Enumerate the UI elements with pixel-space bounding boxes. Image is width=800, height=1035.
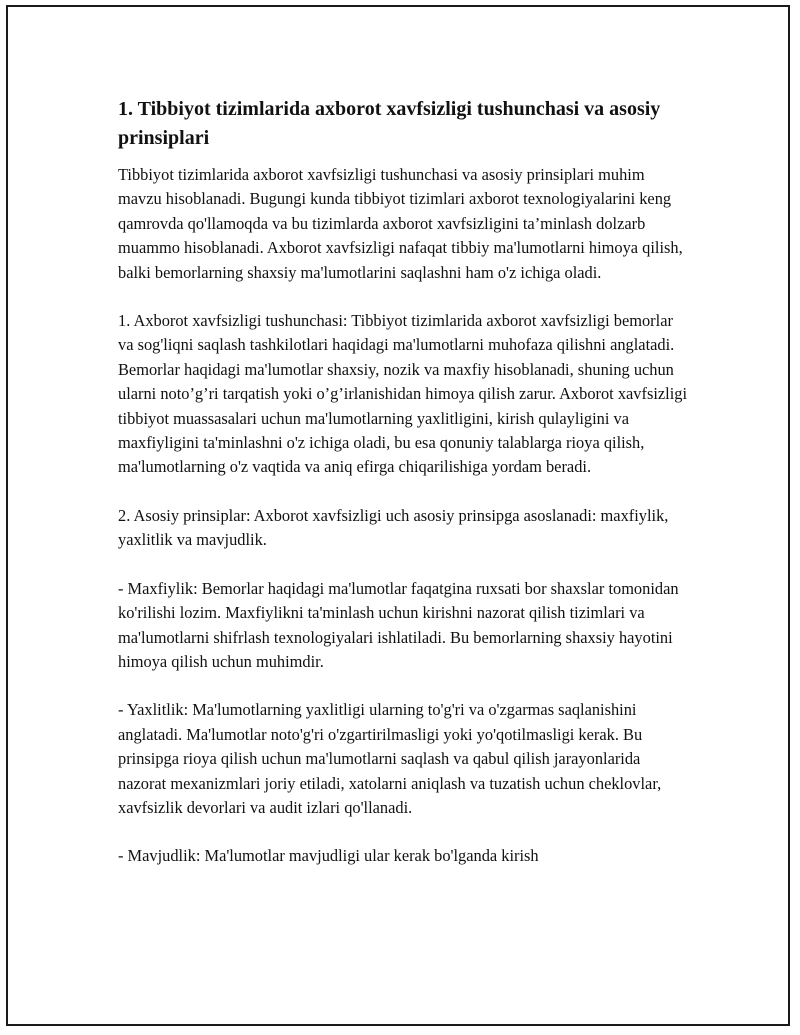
paragraph-concept: 1. Axborot xavfsizligi tushunchasi: Tibbiyot tizimlarida axborot xavfsizligi bemorlar va sog'liqni saqlash tashkilotlari haqidagi ma'lumotlarni muhofaza qilishni anglatadi. Bemorlar haqidagi ma'lumotlar shaxsiy, nozik va maxfiy hisoblanadi, shuning uchun ularni noto’g’ri tarqatish yoki o’g’irlanishidan himoya qilish zarur. Axborot xavfsizligi tibbiyot muassasalari uchun ma'lumotlarning yaxlitligini, kirish qulayligini va maxfiyligini ta'minlashni o'z ichiga oladi, bu esa qonuniy talablarga rioya qilish, ma'lumotlarning o'z vaqtida va aniq efirga chiqarilishiga yordam beradi.: [118, 311, 688, 477]
paragraph-confidentiality: - Maxfiylik: Bemorlar haqidagi ma'lumotlar faqatgina ruxsati bor shaxslar tomonidan ko'rilishi lozim. Maxfiylikni ta'minlash uchun kirishni nazorat qilish tizimlari va ma'lumotlarni shifrlash texnologiyalari ishlatiladi. Bu bemorlarning shaxsiy hayotini himoya qilish uchun muhimdir.: [118, 578, 679, 671]
document-body: [118, 95, 688, 893]
section-heading: 1. Tibbiyot tizimlarida axborot xavfsizligi tushunchasi va asosiy prinsiplari: [118, 98, 661, 149]
paragraph-availability: - Mavjudlik: Ma'lumotlar mavjudligi ular kerak bo'lganda kirish: [118, 846, 539, 866]
paragraph-integrity: - Yaxlitlik: Ma'lumotlarning yaxlitligi ularning to'g'ri va o'zgarmas saqlanishini anglatadi. Ma'lumotlar noto'g'ri o'zgartirilmasligi yoki yo'qotilmasligi kerak. Bu prinsipga rioya qilish uchun ma'lumotlarni saqlash va qabul qilish jarayonlarida nazorat mexanizmlari joriy etiladi, xatolarni aniqlash va tuzatish uchun cheklovlar, xavfsizlik devorlari va audit izlari qo'llanadi.: [118, 700, 662, 817]
paragraph-intro: Tibbiyot tizimlarida axborot xavfsizligi tushunchasi va asosiy prinsiplari muhim mavzu hisoblanadi. Bugungi kunda tibbiyot tizimlari axborot texnologiyalarini keng qamrovda qo'llamoqda va bu tizimlarda axborot xavfsizligini ta’minlash dolzarb muammo hisoblanadi. Axborot xavfsizligi nafaqat tibbiy ma'lumotlarni himoya qilish, balki bemorlarning shaxsiy ma'lumotlarini saqlashni ham o'z ichiga oladi.: [118, 165, 683, 282]
paragraph-principles: 2. Asosiy prinsiplar: Axborot xavfsizligi uch asosiy prinsipga asoslanadi: maxfiylik, yaxlitlik va mavjudlik.: [118, 505, 669, 550]
